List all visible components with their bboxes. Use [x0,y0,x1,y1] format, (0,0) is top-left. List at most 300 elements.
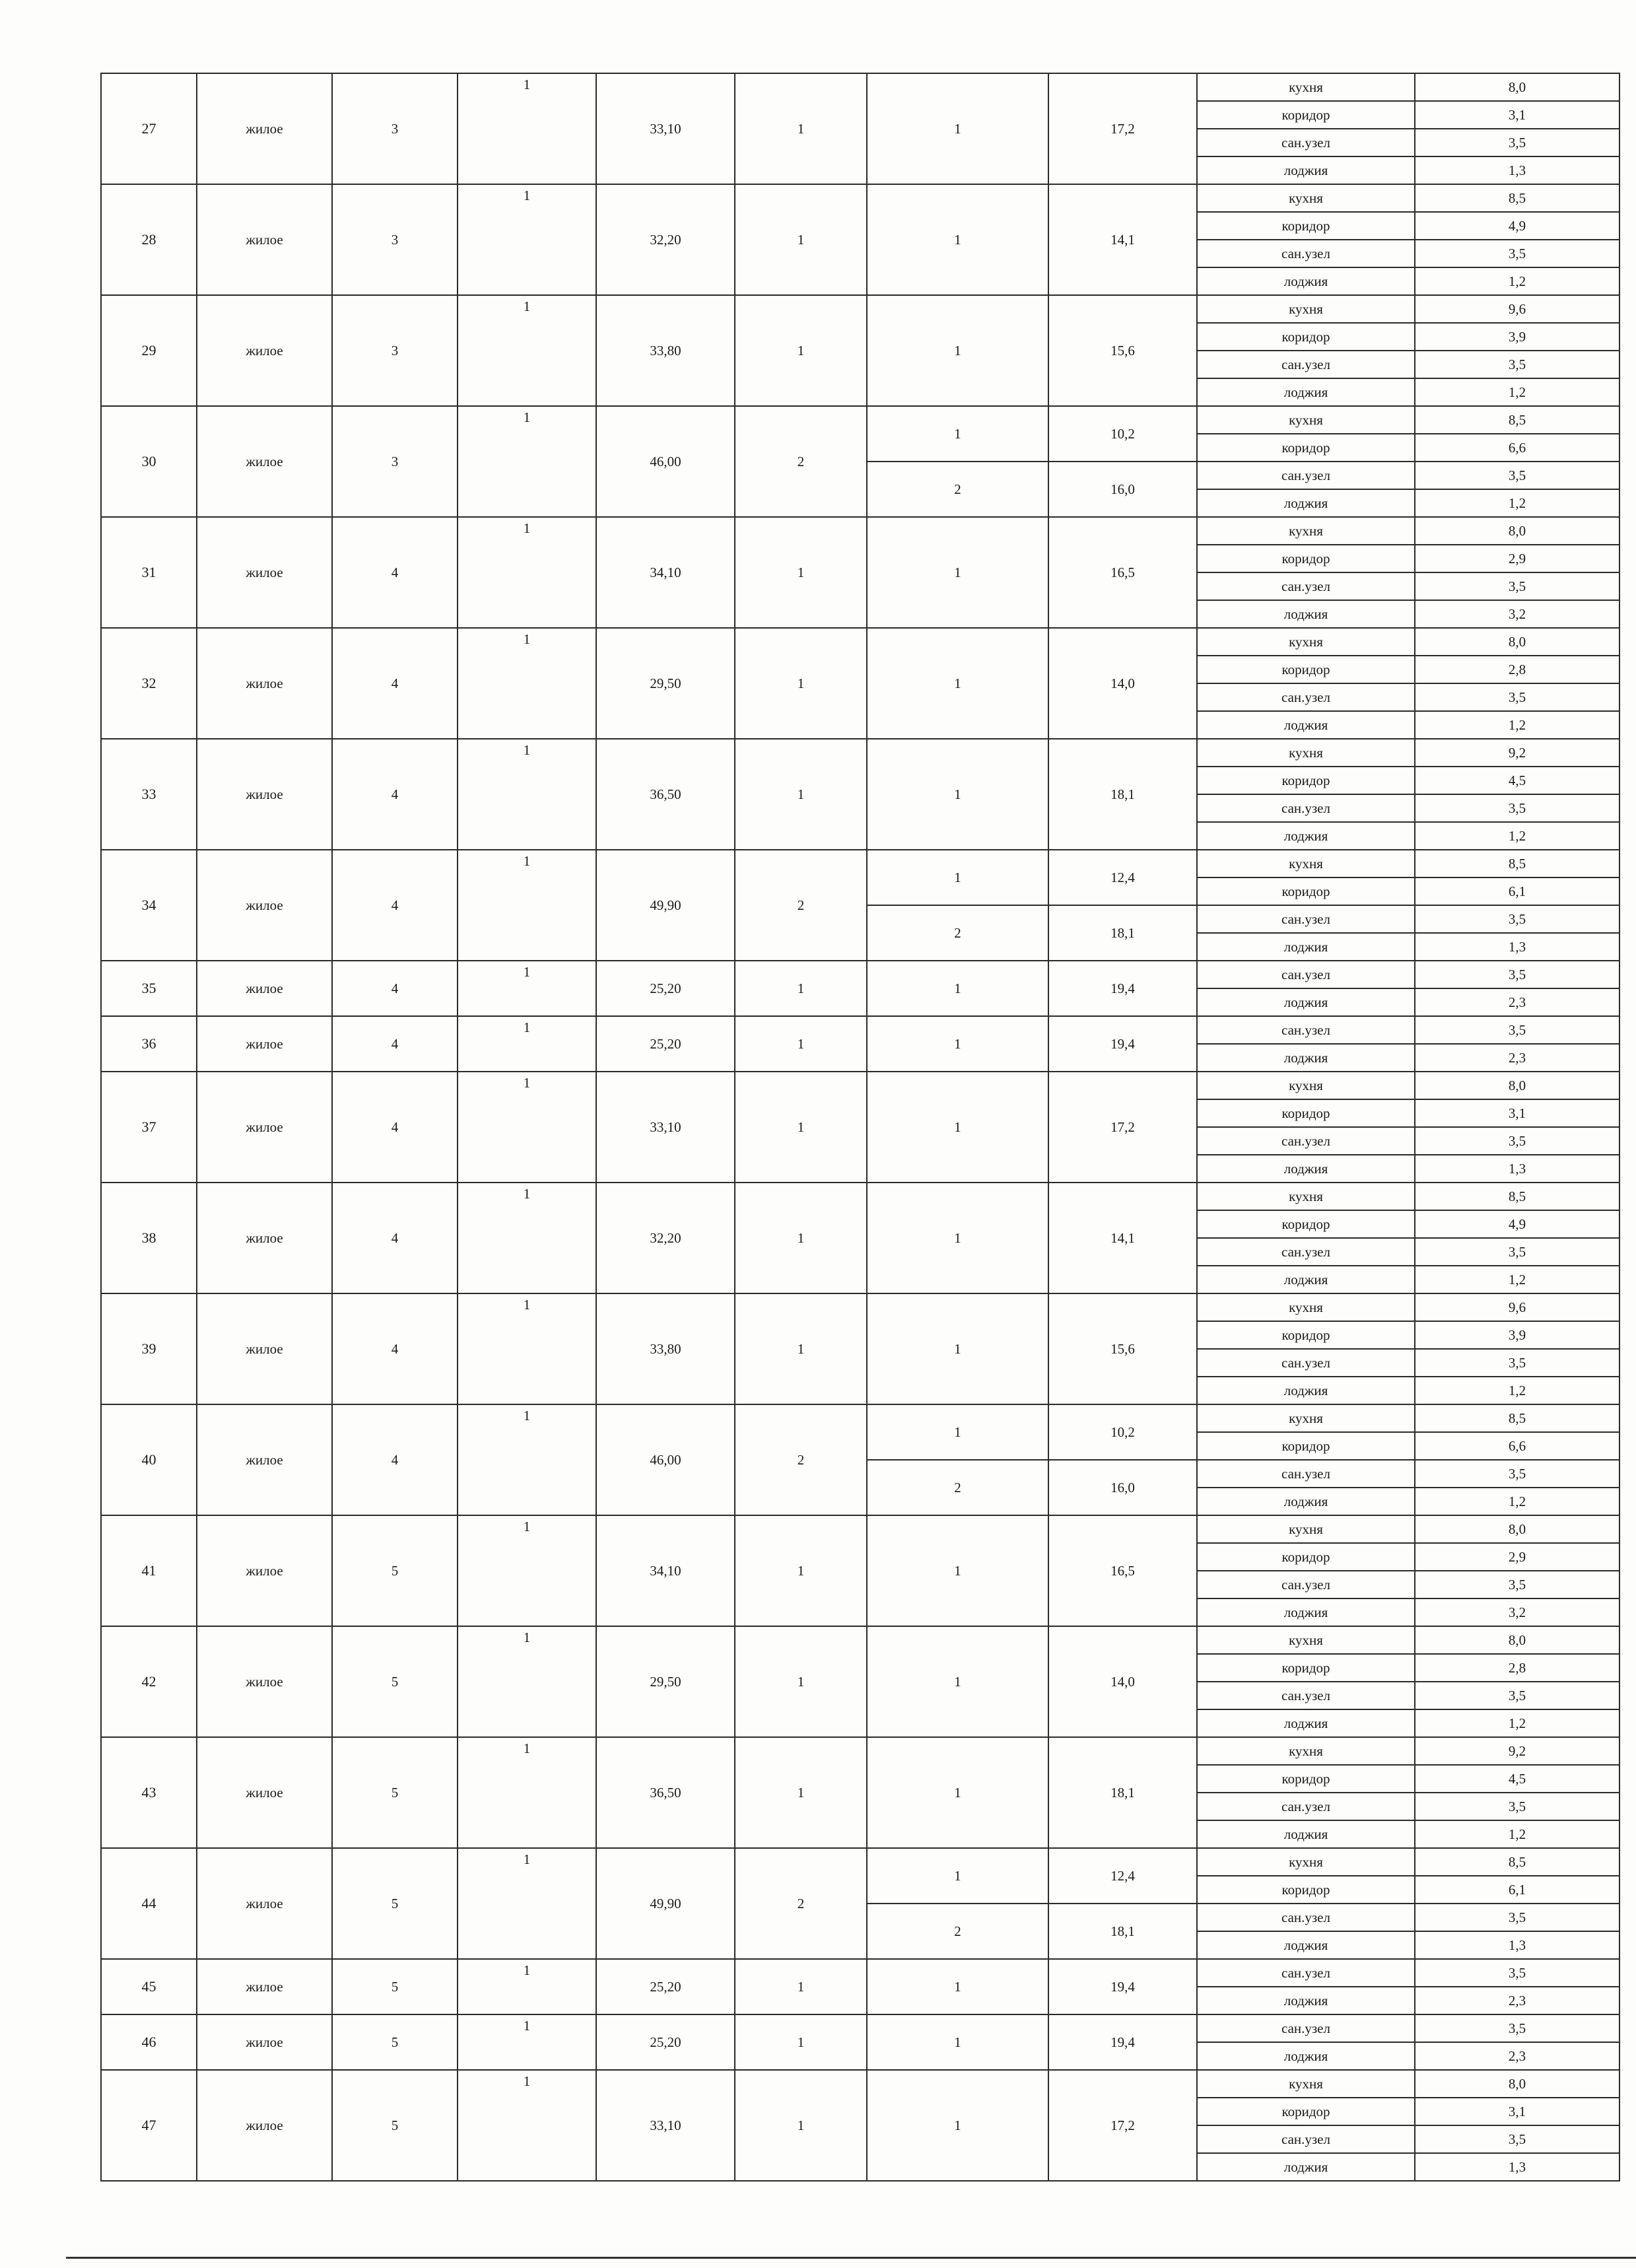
apartment-type-cell: жилое [197,184,332,295]
room-count-cell: 2 [735,1404,867,1515]
room-number-cell: 2 [867,1460,1048,1515]
room-count-cell: 1 [735,739,867,850]
aux-room-name-cell: лоджия [1197,1820,1415,1848]
apartment-type-cell: жилое [197,1072,332,1183]
aux-room-name-cell: кухня [1197,1515,1415,1543]
section-cell: 1 [458,73,596,184]
apartment-number-cell: 43 [101,1737,197,1848]
room-count-cell: 1 [735,1293,867,1404]
aux-room-name-cell: сан.узел [1197,129,1415,156]
room-area-cell: 17,2 [1048,1072,1197,1183]
aux-room-name-cell: сан.узел [1197,1904,1415,1931]
apartment-type-cell: жилое [197,1626,332,1737]
apartment-number-cell: 47 [101,2070,197,2181]
aux-room-area-cell: 3,5 [1415,1793,1619,1820]
apartment-table-body [101,73,1619,2181]
section-cell: 1 [458,295,596,406]
aux-room-name-cell: кухня [1197,406,1415,434]
table-bottom-border [66,2257,1636,2259]
aux-room-name-cell: сан.узел [1197,905,1415,933]
aux-room-name-cell: сан.узел [1197,1959,1415,1987]
aux-room-name-cell: лоджия [1197,933,1415,961]
aux-room-name-cell: кухня [1197,628,1415,656]
aux-room-area-cell: 3,5 [1415,1127,1619,1155]
room-count-cell: 1 [735,1737,867,1848]
aux-room-name-cell: кухня [1197,184,1415,212]
apartment-type-cell: жилое [197,1737,332,1848]
aux-room-name-cell: сан.узел [1197,351,1415,378]
aux-room-area-cell: 2,9 [1415,1543,1619,1571]
section-cell: 1 [458,406,596,517]
apartment-type-cell: жилое [197,517,332,628]
aux-room-area-cell: 3,5 [1415,1682,1619,1709]
section-cell: 1 [458,1626,596,1737]
aux-room-area-cell: 9,2 [1415,1737,1619,1765]
room-area-cell: 12,4 [1048,850,1197,905]
aux-room-name-cell: кухня [1197,850,1415,877]
aux-room-area-cell: 6,6 [1415,1432,1619,1460]
floor-cell: 5 [332,1737,458,1848]
aux-room-area-cell: 3,5 [1415,351,1619,378]
aux-room-area-cell: 9,6 [1415,1293,1619,1321]
aux-room-name-cell: кухня [1197,1183,1415,1210]
aux-room-area-cell: 3,5 [1415,905,1619,933]
aux-room-area-cell: 2,8 [1415,1654,1619,1682]
room-area-cell: 16,0 [1048,462,1197,517]
section-cell: 1 [458,1848,596,1959]
aux-room-area-cell: 8,0 [1415,1626,1619,1654]
table-row [101,1293,1619,1321]
aux-room-area-cell: 3,5 [1415,961,1619,988]
total-area-cell: 49,90 [596,850,735,961]
aux-room-name-cell: кухня [1197,2070,1415,2098]
aux-room-name-cell: коридор [1197,877,1415,905]
room-count-cell: 1 [735,1626,867,1737]
room-area-cell: 17,2 [1048,73,1197,184]
aux-room-name-cell: кухня [1197,739,1415,767]
aux-room-name-cell: лоджия [1197,489,1415,517]
apartment-number-cell: 38 [101,1183,197,1293]
apartment-number-cell: 32 [101,628,197,739]
room-number-cell: 1 [867,1293,1048,1404]
aux-room-name-cell: лоджия [1197,1377,1415,1404]
apartment-type-cell: жилое [197,961,332,1016]
total-area-cell: 34,10 [596,517,735,628]
aux-room-name-cell: коридор [1197,212,1415,240]
total-area-cell: 32,20 [596,1183,735,1293]
room-number-cell: 1 [867,1959,1048,2014]
aux-room-name-cell: кухня [1197,1293,1415,1321]
aux-room-area-cell: 1,2 [1415,1488,1619,1515]
room-number-cell: 1 [867,184,1048,295]
floor-cell: 4 [332,1404,458,1515]
section-cell: 1 [458,1515,596,1626]
room-area-cell: 10,2 [1048,406,1197,462]
aux-room-area-cell: 8,0 [1415,628,1619,656]
apartment-number-cell: 42 [101,1626,197,1737]
aux-room-area-cell: 3,5 [1415,2014,1619,2042]
aux-room-name-cell: коридор [1197,545,1415,572]
apartment-type-cell: жилое [197,850,332,961]
aux-room-area-cell: 3,5 [1415,240,1619,267]
aux-room-name-cell: сан.узел [1197,1349,1415,1377]
apartment-number-cell: 36 [101,1016,197,1072]
aux-room-name-cell: коридор [1197,1765,1415,1793]
aux-room-area-cell: 6,1 [1415,1876,1619,1904]
table-row [101,961,1619,988]
room-number-cell: 1 [867,295,1048,406]
table-row [101,1072,1619,1099]
apartment-number-cell: 35 [101,961,197,1016]
aux-room-name-cell: лоджия [1197,1931,1415,1959]
floor-cell: 4 [332,739,458,850]
aux-room-area-cell: 3,5 [1415,1016,1619,1044]
apartment-type-cell: жилое [197,739,332,850]
aux-room-name-cell: лоджия [1197,1598,1415,1626]
aux-room-name-cell: лоджия [1197,1044,1415,1072]
total-area-cell: 25,20 [596,2014,735,2070]
aux-room-name-cell: лоджия [1197,267,1415,295]
floor-cell: 4 [332,850,458,961]
table-row [101,2014,1619,2042]
aux-room-area-cell: 3,5 [1415,2125,1619,2153]
apartment-number-cell: 34 [101,850,197,961]
table-row [101,628,1619,656]
room-number-cell: 1 [867,1072,1048,1183]
apartment-type-cell: жилое [197,1016,332,1072]
aux-room-name-cell: кухня [1197,295,1415,323]
aux-room-name-cell: коридор [1197,434,1415,462]
aux-room-area-cell: 1,2 [1415,822,1619,850]
aux-room-name-cell: лоджия [1197,1266,1415,1293]
room-number-cell: 1 [867,628,1048,739]
aux-room-name-cell: лоджия [1197,2042,1415,2070]
room-number-cell: 1 [867,1848,1048,1904]
room-area-cell: 18,1 [1048,1737,1197,1848]
aux-room-name-cell: сан.узел [1197,1238,1415,1266]
room-area-cell: 14,0 [1048,1626,1197,1737]
total-area-cell: 25,20 [596,1016,735,1072]
aux-room-name-cell: лоджия [1197,1709,1415,1737]
aux-room-area-cell: 3,9 [1415,1321,1619,1349]
apartment-type-cell: жилое [197,1515,332,1626]
aux-room-name-cell: коридор [1197,1654,1415,1682]
table-row [101,1848,1619,1876]
aux-room-name-cell: сан.узел [1197,1127,1415,1155]
aux-room-name-cell: лоджия [1197,988,1415,1016]
section-cell: 1 [458,517,596,628]
apartment-number-cell: 44 [101,1848,197,1959]
aux-room-area-cell: 3,5 [1415,794,1619,822]
aux-room-name-cell: лоджия [1197,378,1415,406]
aux-room-area-cell: 1,2 [1415,711,1619,739]
section-cell: 1 [458,1072,596,1183]
apartment-number-cell: 30 [101,406,197,517]
room-number-cell: 1 [867,961,1048,1016]
aux-room-area-cell: 3,5 [1415,1959,1619,1987]
aux-room-area-cell: 3,2 [1415,1598,1619,1626]
aux-room-area-cell: 8,0 [1415,1072,1619,1099]
table-row [101,1016,1619,1044]
aux-room-area-cell: 3,5 [1415,1904,1619,1931]
floor-cell: 4 [332,961,458,1016]
aux-room-name-cell: лоджия [1197,822,1415,850]
aux-room-name-cell: кухня [1197,1404,1415,1432]
room-count-cell: 1 [735,1515,867,1626]
room-area-cell: 18,1 [1048,905,1197,961]
aux-room-area-cell: 1,2 [1415,1820,1619,1848]
floor-cell: 4 [332,628,458,739]
aux-room-name-cell: коридор [1197,1321,1415,1349]
aux-room-area-cell: 3,2 [1415,600,1619,628]
aux-room-name-cell: кухня [1197,1072,1415,1099]
room-count-cell: 2 [735,406,867,517]
room-number-cell: 1 [867,1404,1048,1460]
table-row [101,73,1619,101]
section-cell: 1 [458,184,596,295]
apartment-number-cell: 33 [101,739,197,850]
room-number-cell: 1 [867,517,1048,628]
aux-room-area-cell: 1,3 [1415,156,1619,184]
table-row [101,517,1619,545]
aux-room-name-cell: коридор [1197,1432,1415,1460]
apartment-type-cell: жилое [197,406,332,517]
section-cell: 1 [458,2014,596,2070]
floor-cell: 3 [332,295,458,406]
room-number-cell: 1 [867,739,1048,850]
room-count-cell: 1 [735,2014,867,2070]
room-count-cell: 1 [735,1072,867,1183]
aux-room-area-cell: 8,0 [1415,517,1619,545]
aux-room-name-cell: кухня [1197,1737,1415,1765]
aux-room-area-cell: 8,0 [1415,73,1619,101]
aux-room-area-cell: 8,0 [1415,2070,1619,2098]
floor-cell: 5 [332,1515,458,1626]
aux-room-name-cell: сан.узел [1197,961,1415,988]
total-area-cell: 32,20 [596,184,735,295]
room-area-cell: 18,1 [1048,1904,1197,1959]
floor-cell: 5 [332,2070,458,2181]
apartment-type-cell: жилое [197,2014,332,2070]
room-area-cell: 14,1 [1048,184,1197,295]
apartment-number-cell: 28 [101,184,197,295]
aux-room-name-cell: сан.узел [1197,572,1415,600]
section-cell: 1 [458,2070,596,2181]
aux-room-area-cell: 1,2 [1415,378,1619,406]
aux-room-area-cell: 6,6 [1415,434,1619,462]
apartment-type-cell: жилое [197,2070,332,2181]
apartment-type-cell: жилое [197,1404,332,1515]
total-area-cell: 33,10 [596,2070,735,2181]
total-area-cell: 29,50 [596,628,735,739]
room-area-cell: 15,6 [1048,295,1197,406]
aux-room-area-cell: 1,2 [1415,1266,1619,1293]
room-number-cell: 1 [867,2070,1048,2181]
apartment-number-cell: 37 [101,1072,197,1183]
room-count-cell: 1 [735,961,867,1016]
aux-room-area-cell: 3,5 [1415,572,1619,600]
aux-room-area-cell: 1,2 [1415,489,1619,517]
aux-room-name-cell: коридор [1197,1543,1415,1571]
aux-room-area-cell: 2,3 [1415,1987,1619,2014]
section-cell: 1 [458,1959,596,2014]
floor-cell: 5 [332,1959,458,2014]
total-area-cell: 36,50 [596,1737,735,1848]
apartment-number-cell: 41 [101,1515,197,1626]
aux-room-name-cell: сан.узел [1197,462,1415,489]
aux-room-name-cell: лоджия [1197,1488,1415,1515]
aux-room-area-cell: 2,3 [1415,988,1619,1016]
room-area-cell: 16,5 [1048,517,1197,628]
table-row [101,850,1619,877]
aux-room-area-cell: 8,5 [1415,850,1619,877]
apartment-type-cell: жилое [197,73,332,184]
section-cell: 1 [458,961,596,1016]
aux-room-name-cell: сан.узел [1197,240,1415,267]
room-area-cell: 12,4 [1048,1848,1197,1904]
aux-room-area-cell: 3,9 [1415,323,1619,351]
total-area-cell: 46,00 [596,406,735,517]
room-count-cell: 1 [735,1959,867,2014]
room-area-cell: 10,2 [1048,1404,1197,1460]
room-area-cell: 14,0 [1048,628,1197,739]
total-area-cell: 36,50 [596,739,735,850]
aux-room-area-cell: 1,3 [1415,1931,1619,1959]
aux-room-area-cell: 8,0 [1415,1515,1619,1543]
aux-room-area-cell: 3,5 [1415,1460,1619,1488]
table-row [101,1737,1619,1765]
table-row [101,2070,1619,2098]
aux-room-area-cell: 8,5 [1415,1404,1619,1432]
apartment-number-cell: 46 [101,2014,197,2070]
room-count-cell: 2 [735,850,867,961]
aux-room-area-cell: 2,8 [1415,656,1619,683]
aux-room-area-cell: 1,3 [1415,2153,1619,2181]
room-count-cell: 1 [735,2070,867,2181]
room-number-cell: 1 [867,850,1048,905]
room-number-cell: 2 [867,905,1048,961]
floor-cell: 5 [332,2014,458,2070]
aux-room-area-cell: 1,2 [1415,1377,1619,1404]
room-area-cell: 18,1 [1048,739,1197,850]
aux-room-area-cell: 1,3 [1415,1155,1619,1183]
room-area-cell: 16,5 [1048,1515,1197,1626]
room-number-cell: 2 [867,462,1048,517]
apartment-type-cell: жилое [197,1959,332,2014]
section-cell: 1 [458,1183,596,1293]
total-area-cell: 25,20 [596,1959,735,2014]
aux-room-area-cell: 1,3 [1415,933,1619,961]
aux-room-area-cell: 4,9 [1415,212,1619,240]
aux-room-name-cell: кухня [1197,1626,1415,1654]
table-row [101,406,1619,434]
aux-room-area-cell: 3,5 [1415,1571,1619,1598]
aux-room-name-cell: сан.узел [1197,1682,1415,1709]
room-number-cell: 1 [867,406,1048,462]
room-number-cell: 1 [867,2014,1048,2070]
section-cell: 1 [458,1737,596,1848]
total-area-cell: 33,10 [596,73,735,184]
room-number-cell: 1 [867,1183,1048,1293]
aux-room-area-cell: 6,1 [1415,877,1619,905]
table-row [101,739,1619,767]
table-row [101,295,1619,323]
room-area-cell: 19,4 [1048,961,1197,1016]
floor-cell: 4 [332,517,458,628]
aux-room-name-cell: лоджия [1197,600,1415,628]
aux-room-name-cell: лоджия [1197,1987,1415,2014]
table-row [101,1404,1619,1432]
room-count-cell: 1 [735,73,867,184]
floor-cell: 3 [332,73,458,184]
aux-room-area-cell: 3,1 [1415,101,1619,129]
aux-room-name-cell: коридор [1197,1210,1415,1238]
room-number-cell: 2 [867,1904,1048,1959]
aux-room-name-cell: коридор [1197,2098,1415,2125]
room-area-cell: 16,0 [1048,1460,1197,1515]
room-area-cell: 19,4 [1048,1016,1197,1072]
room-number-cell: 1 [867,73,1048,184]
room-count-cell: 1 [735,628,867,739]
aux-room-name-cell: кухня [1197,1848,1415,1876]
aux-room-area-cell: 1,2 [1415,267,1619,295]
section-cell: 1 [458,1404,596,1515]
aux-room-name-cell: лоджия [1197,711,1415,739]
aux-room-area-cell: 9,6 [1415,295,1619,323]
section-cell: 1 [458,1016,596,1072]
aux-room-area-cell: 4,9 [1415,1210,1619,1238]
aux-room-area-cell: 3,1 [1415,1099,1619,1127]
room-number-cell: 1 [867,1016,1048,1072]
aux-room-name-cell: сан.узел [1197,683,1415,711]
room-count-cell: 1 [735,517,867,628]
apartment-number-cell: 45 [101,1959,197,2014]
apartment-number-cell: 40 [101,1404,197,1515]
aux-room-area-cell: 8,5 [1415,406,1619,434]
aux-room-area-cell: 2,3 [1415,1044,1619,1072]
total-area-cell: 33,80 [596,295,735,406]
room-area-cell: 17,2 [1048,2070,1197,2181]
floor-cell: 4 [332,1183,458,1293]
aux-room-name-cell: кухня [1197,73,1415,101]
aux-room-area-cell: 2,3 [1415,2042,1619,2070]
aux-room-area-cell: 9,2 [1415,739,1619,767]
room-count-cell: 1 [735,1183,867,1293]
floor-cell: 4 [332,1293,458,1404]
floor-cell: 5 [332,1626,458,1737]
total-area-cell: 34,10 [596,1515,735,1626]
room-number-cell: 1 [867,1515,1048,1626]
aux-room-name-cell: коридор [1197,1876,1415,1904]
aux-room-area-cell: 8,5 [1415,1848,1619,1876]
room-count-cell: 1 [735,184,867,295]
aux-room-name-cell: коридор [1197,323,1415,351]
room-area-cell: 14,1 [1048,1183,1197,1293]
section-cell: 1 [458,628,596,739]
apartment-number-cell: 27 [101,73,197,184]
table-row [101,1515,1619,1543]
aux-room-name-cell: сан.узел [1197,1571,1415,1598]
section-cell: 1 [458,739,596,850]
floor-cell: 4 [332,1016,458,1072]
apartment-number-cell: 39 [101,1293,197,1404]
table-row [101,1959,1619,1987]
aux-room-name-cell: сан.узел [1197,794,1415,822]
aux-room-name-cell: лоджия [1197,1155,1415,1183]
room-number-cell: 1 [867,1737,1048,1848]
table-row [101,184,1619,212]
floor-cell: 4 [332,1072,458,1183]
